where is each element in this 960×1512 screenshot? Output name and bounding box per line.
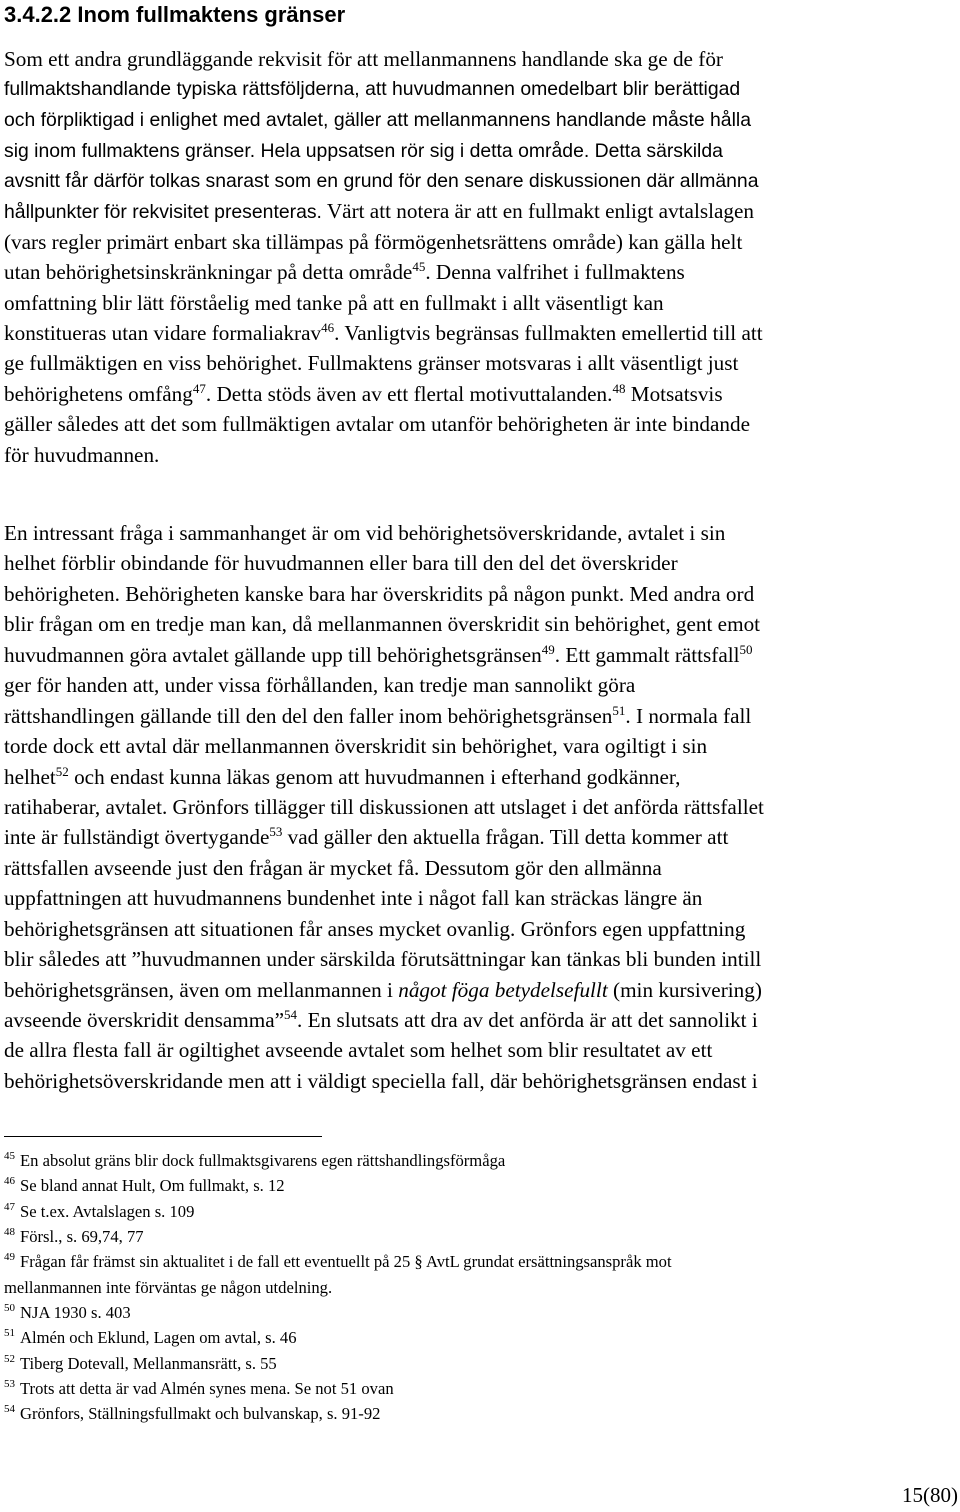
text-line: sig inom fullmaktens gränser. Hela uppsatsen rör sig i detta område. Detta särskilda — [4, 140, 723, 163]
text-line: avsnitt får därför tolkas snarast som en grund för den senare diskussionen där allmänna — [4, 169, 759, 192]
text-line: rättshandlingen gällande till den del den faller inom behörighetsgränsen$^{51}$. I normala fall — [4, 702, 752, 728]
footnote-ref: 49 — [541, 641, 555, 657]
text-line: behörigheten. Behörigheten kanske bara har överskridits på någon punkt. Med andra ord — [4, 581, 755, 606]
text-line: utan behörighetsinskränkningar på detta område$^{45}$. Denna valfrihet i fullmaktens — [4, 259, 685, 285]
text-line: och förpliktigad i enlighet med avtalet, gäller att mellanmannens handlande måste hålla — [4, 108, 751, 131]
italic-text: något föga betydelsefullt — [398, 977, 608, 1002]
text-line: inte är fullständigt övertygande$^{53}$ vad gäller den aktuella frågan. Till detta kommer att — [4, 824, 729, 850]
text-line: (vars regler primärt enbart ska tillämpas på förmögenhetsrättens område) kan gälla helt — [4, 229, 743, 254]
text-line: fullmaktshandlande typiska rättsföljderna, att huvudmannen omedelbart blir berättigad — [4, 78, 741, 101]
footnote: $^{45}$ En absolut gräns blir dock fullmaktsgivarens egen rättshandlingsförmåga — [4, 1150, 506, 1170]
text-line: hållpunkter för rekvisitet presenteras. Värt att notera är att en fullmakt enligt avtalslagen — [4, 199, 754, 224]
footnote: $^{50}$ NJA 1930 s. 403 — [4, 1302, 131, 1323]
text-line: avseende överskridit densamma”$^{54}$. En slutsats att dra av det anförda är att det sannolikt i — [4, 1007, 758, 1032]
text-line: blir frågan om en tredje man kan, då mellanmannen överskridit sin behörighet, gent emot — [4, 612, 761, 637]
footnote-ref: 50 — [739, 641, 753, 657]
text-line: ratihaberar, avtalet. Grönfors tillägger till diskussionen att utslaget i det anförda rättsfallet — [4, 794, 764, 819]
text-line: omfattning blir lätt förståelig med tanke på att en fullmakt i allt väsentligt kan — [4, 290, 664, 315]
text-line: Som ett andra grundläggande rekvisit för att mellanmannens handlande ska ge de för — [4, 47, 723, 71]
text-line: huvudmannen göra avtalet gällande upp till behörighetsgränsen$^{49}$. Ett gammalt rättsfall$^{50}$ — [4, 641, 753, 667]
text-line: ger för handen att, under vissa förhållanden, kan tredje man sannolikt göra — [4, 673, 636, 698]
footnote: $^{51}$ Almén och Eklund, Lagen om avtal, s. 46 — [4, 1327, 297, 1348]
footnote-ref: 53 — [269, 824, 283, 840]
footnote-continuation: mellanmannen inte förväntas ge någon utdelning. — [4, 1277, 333, 1297]
footnote-ref: 46 — [321, 319, 335, 335]
section-heading: 3.4.2.2 Inom fullmaktens gränser — [4, 2, 346, 27]
text-line: En intressant fråga i sammanhanget är om vid behörighetsöverskridande, avtalet i sin — [4, 521, 726, 545]
paragraph-1 — [4, 44, 960, 470]
text-line: uppfattningen att huvudmannens bundenhet inte i något fall kan sträckas längre än — [4, 886, 703, 911]
text-line: konstitueras utan vidare formaliakrav$^{46}$. Vanligtvis begränsas fullmakten emellertid till att — [4, 319, 763, 345]
text-line: behörighetsgränsen att situationen får anses mycket ovanlig. Grönfors egen uppfattning — [4, 916, 746, 941]
footnotes — [4, 1148, 960, 1427]
text-line: behörighetsöverskridande men att i väldigt speciella fall, där behörighetsgränsen endast i — [4, 1068, 758, 1093]
footnote: $^{52}$ Tiberg Dotevall, Mellanmansrätt, s. 55 — [4, 1352, 277, 1373]
text-line: de allra flesta fall är ogiltighet avseende avtalet som helhet som blir resultatet av ett — [4, 1038, 713, 1063]
text-line: helhet$^{52}$ och endast kunna läkas genom att huvudmannen i efterhand godkänner, — [4, 763, 681, 789]
text-line: blir således att ”huvudmannen under särskilda förutsättningar kan tänkas bli bunden intill — [4, 947, 762, 972]
page-number: 15(80) — [902, 1483, 958, 1507]
footnote-ref: 45 — [412, 259, 426, 275]
footnote: $^{48}$ Försl., s. 69,74, 77 — [4, 1226, 144, 1247]
footnote-ref: 48 — [612, 380, 626, 396]
text-line: behörighetsgränsen, även om mellanmannen i något föga betydelsefullt (min kursivering) — [4, 977, 762, 1002]
text-line: rättsfallen avseende just den frågan är mycket få. Dessutom gör den allmänna — [4, 855, 662, 880]
text-line: gäller således att det som fullmäktigen avtalar om utanför behörigheten är inte bindande — [4, 412, 751, 437]
footnote: $^{49}$ Frågan får främst sin aktualitet i de fall ett eventuellt på 25 § AvtL grundat ersättningsanspråk mot — [4, 1251, 672, 1272]
footnote-ref: 51 — [612, 702, 626, 718]
text-line: behörighetens omfång$^{47}$. Detta stöds även av ett flertal motivuttalanden.$^{48}$ Motsatsvis — [4, 380, 723, 406]
paragraph-2 — [4, 518, 960, 1096]
footnote-ref: 52 — [55, 763, 69, 779]
footnote: $^{47}$ Se t.ex. Avtalslagen s. 109 — [4, 1200, 195, 1221]
footnote: $^{46}$ Se bland annat Hult, Om fullmakt, s. 12 — [4, 1175, 285, 1196]
text-line: ge fullmäktigen en viss behörighet. Fullmaktens gränser motsvaras i allt väsentligt just — [4, 351, 739, 376]
text-line: för huvudmannen. — [4, 442, 160, 467]
footnote: $^{54}$ Grönfors, Ställningsfullmakt och bulvanskap, s. 91-92 — [4, 1403, 381, 1424]
footnote: $^{53}$ Trots att detta är vad Almén synes mena. Se not 51 ovan — [4, 1378, 394, 1399]
footnote-ref: 54 — [284, 1007, 298, 1022]
footnote-separator — [4, 1136, 322, 1137]
text-line: torde dock ett avtal där mellanmannen överskridit sin behörighet, vara ogiltigt i sin — [4, 734, 708, 759]
footnote-ref: 47 — [192, 380, 206, 396]
text-line: helhet förblir obindande för huvudmannen eller bara till den del det överskrider — [4, 551, 678, 576]
